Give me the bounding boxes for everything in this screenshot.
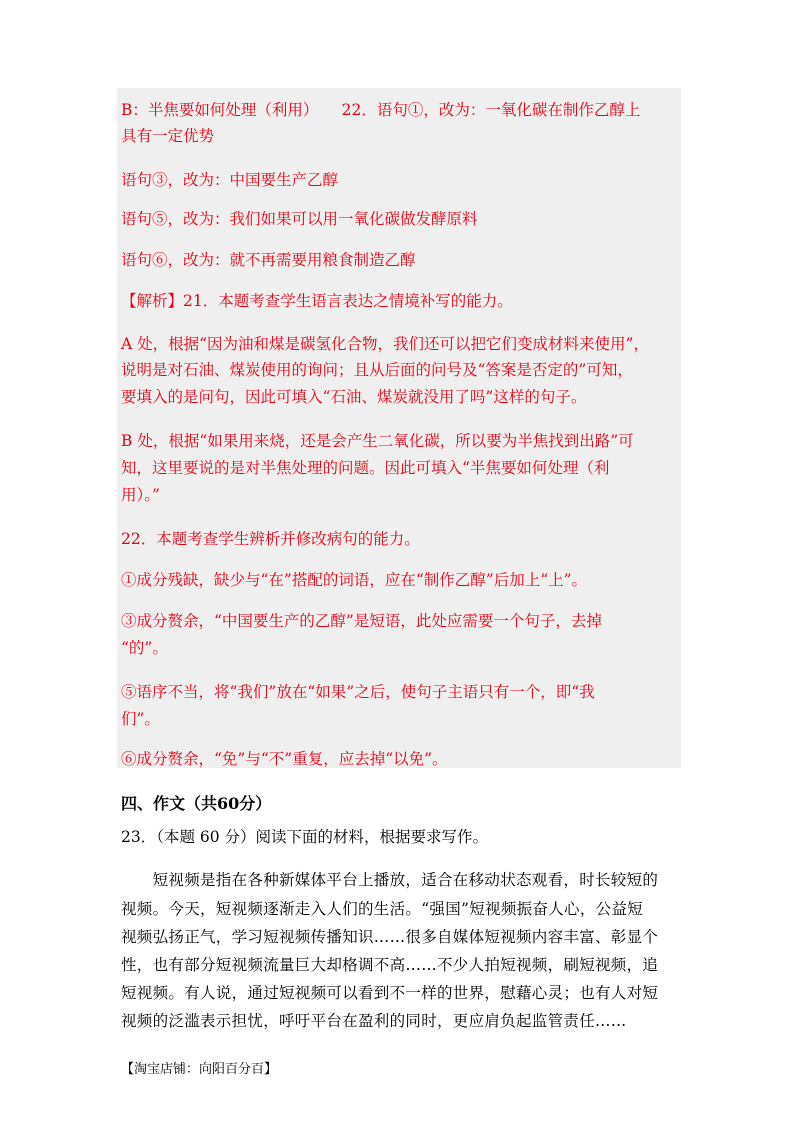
analysis-b-line-3: 用）。” bbox=[121, 486, 160, 504]
analysis-q22: 22．本题考查学生辨析并修改病句的能力。 bbox=[121, 530, 420, 548]
essay-line-6: 视频的泛滥表示担忧，呼吁平台在盈利的同时，更应肩负起监管责任…… bbox=[121, 1012, 627, 1030]
analysis-point-1: ①成分残缺，缺少与“在”搭配的词语，应在“制作乙醇”后加上“上”。 bbox=[121, 571, 588, 589]
analysis-a-line-1: A 处，根据“因为油和煤是碳氢化合物，我们还可以把它们变成材料来使用”， bbox=[121, 335, 649, 353]
question-23: 23．（本题 60 分）阅读下面的材料，根据要求写作。 bbox=[121, 828, 489, 846]
analysis-point-3-line-2: “的”。 bbox=[121, 639, 168, 657]
analysis-a-line-3: 要填入的是问句，因此可填入“石油、煤炭就没用了吗”这样的句子。 bbox=[121, 388, 587, 406]
analysis-a-line-2: 说明是对石油、煤炭使用的询问；且从后面的问号及“答案是否定的”可知， bbox=[121, 361, 633, 379]
analysis-point-5-line-2: 们”。 bbox=[121, 710, 160, 728]
analysis-b-line-1: B 处，根据“如果用来烧，还是会产生二氧化碳，所以要为半焦找到出路”可 bbox=[121, 432, 634, 450]
answer-line-b: B：半焦要如何处理（利用） 22．语句①，改为：一氧化碳在制作乙醇上 bbox=[121, 101, 641, 119]
essay-line-1: 短视频是指在各种新媒体平台上播放，适合在移动状态观看，时长较短的 bbox=[121, 871, 659, 889]
footer-shop-label: 【淘宝店铺：向阳百分百】 bbox=[121, 1062, 278, 1077]
analysis-b-line-2: 知，这里要说的是对半焦处理的问题。因此可填入“半焦要如何处理（利 bbox=[121, 459, 610, 477]
analysis-header: 【解析】21．本题考查学生语言表达之情境补写的能力。 bbox=[121, 292, 513, 310]
analysis-point-3-line-1: ③成分赘余，“中国要生产的乙醇”是短语，此处应需要一个句子，去掉 bbox=[121, 612, 602, 630]
answer-line-b-cont: 具有一定优势 bbox=[121, 127, 215, 145]
answer-sentence-3: 语句③，改为：中国要生产乙醇 bbox=[121, 171, 339, 189]
essay-line-2: 视频。今天，短视频逐渐走入人们的生活。“强国”短视频振奋人心，公益短 bbox=[121, 900, 644, 918]
section-title: 四、作文（共60分） bbox=[121, 794, 272, 813]
analysis-point-5-line-1: ⑤语序不当，将“我们”放在“如果”之后，使句子主语只有一个，即“我 bbox=[121, 683, 595, 701]
answer-sentence-6: 语句⑥，改为：就不再需要用粮食制造乙醇 bbox=[121, 251, 416, 269]
analysis-point-6: ⑥成分赘余，“免”与“不”重复，应去掉“以免”。 bbox=[121, 750, 448, 768]
essay-line-3: 视频弘扬正气，学习短视频传播知识……很多自媒体短视频内容丰富、彰显个 bbox=[121, 928, 659, 946]
answer-sentence-5: 语句⑤，改为：我们如果可以用一氧化碳做发酵原料 bbox=[121, 210, 478, 228]
essay-line-5: 短视频。有人说，通过短视频可以看到不一样的世界，慰藉心灵；也有人对短 bbox=[121, 984, 659, 1002]
essay-line-4: 性，也有部分短视频流量巨大却格调不高……不少人拍短视频，刷短视频，追 bbox=[121, 956, 659, 974]
